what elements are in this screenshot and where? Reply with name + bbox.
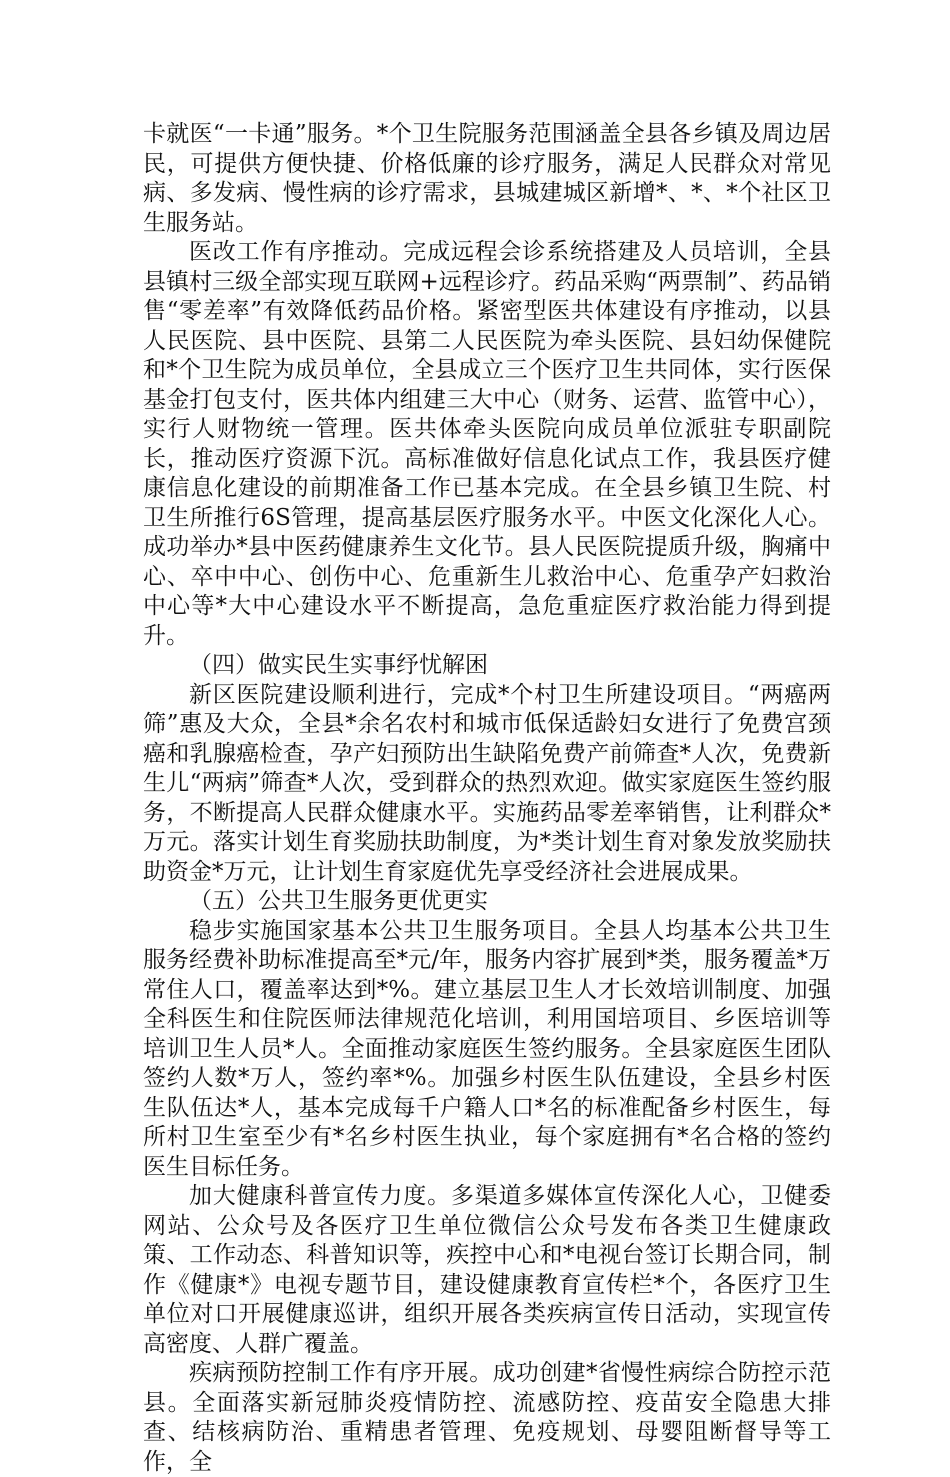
section-heading-four: （四）做实民生实事纾忧解困 — [189, 652, 488, 678]
paragraph-continued: 卡就医“一卡通”服务。*个卫生院服务范围涵盖全县各乡镇及周边居民，可提供方便快捷、价格低廉的诊疗服务，满足人民群众对常见病、多发病、慢性病的诊疗需求，县城建城区新增*、*、*个社区卫生服务站。 — [143, 121, 831, 236]
paragraph-public-health: 稳步实施国家基本公共卫生服务项目。全县人均基本公共卫生服务经费补助标准提高至*元/年，服务内容扩展到*类，服务覆盖*万常住人口，覆盖率达到*%。建立基层卫生人才长效培训制度、加强全科医生和住院医师法律规范化培训，利用国培项目、乡医培训等培训卫生人员*人。全面推动家庭医生签约服务。全县家庭医生团队签约人数*万人，签约率*%。加强乡村医生队伍建设，全县乡村医生队伍达*人，基本完成每千户籍人口*名的标准配备乡村医生，每所村卫生室至少有*名乡村医生执业，每个家庭拥有*名合格的签约医生目标任务。 — [143, 917, 831, 1180]
paragraph-livelihood: 新区医院建设顺利进行，完成*个村卫生所建设项目。“两癌两筛”惠及大众，全县*余名农村和城市低保适龄妇女进行了免费宫颈癌和乳腺癌检查，孕产妇预防出生缺陷免费产前筛查*人次，免费新生儿“两病”筛查*人次，受到群众的热烈欢迎。做实家庭医生签约服务，不断提高人民群众健康水平。实施药品零差率销售，让利群众*万元。落实计划生育奖励扶助制度，为*类计划生育对象发放奖励扶助资金*万元，让计划生育家庭优先享受经济社会进展成果。 — [143, 681, 831, 885]
paragraph-disease-control: 疾病预防控制工作有序开展。成功创建*省慢性病综合防控示范县。全面落实新冠肺炎疫情防控、流感防控、疫苗安全隐患大排查、结核病防治、重精患者管理、免疫规划、母婴阻断督导等工作，全 — [143, 1360, 831, 1475]
section-heading-five: （五）公共卫生服务更优更实 — [189, 888, 488, 914]
paragraph-health-promotion: 加大健康科普宣传力度。多渠道多媒体宣传深化人心，卫健委网站、公众号及各医疗卫生单位微信公众号发布各类卫生健康政策、工作动态、科普知识等，疾控中心和*电视台签订长期合同，制作《健康*》电视专题节目，建设健康教育宣传栏*个，各医疗卫生单位对口开展健康巡讲，组织开展各类疾病宣传日活动，实现宣传高密度、人群广覆盖。 — [143, 1183, 831, 1357]
document-page — [143, 120, 831, 1477]
paragraph-medical-reform: 医改工作有序推动。完成远程会诊系统搭建及人员培训，全县县镇村三级全部实现互联网+远程诊疗。药品采购“两票制”、药品销售“零差率”有效降低药品价格。紧密型医共体建设有序推动，以县人民医院、县中医院、县第二人民医院为牵头医院、县妇幼保健院和*个卫生院为成员单位，全县成立三个医疗卫生共同体，实行医保基金打包支付，医共体内组建三大中心（财务、运营、监管中心），实行人财物统一管理。医共体牵头医院向成员单位派驻专职副院长，推动医疗资源下沉。高标准做好信息化试点工作，我县医疗健康信息化建设的前期准备工作已基本完成。在全县乡镇卫生院、村卫生所推行6S管理，提高基层医疗服务水平。中医文化深化人心。成功举办*县中医药健康养生文化节。县人民医院提质升级，胸痛中心、卒中中心、创伤中心、危重新生儿救治中心、危重孕产妇救治中心等*大中心建设水平不断提高，急危重症医疗救治能力得到提升。 — [143, 239, 831, 649]
